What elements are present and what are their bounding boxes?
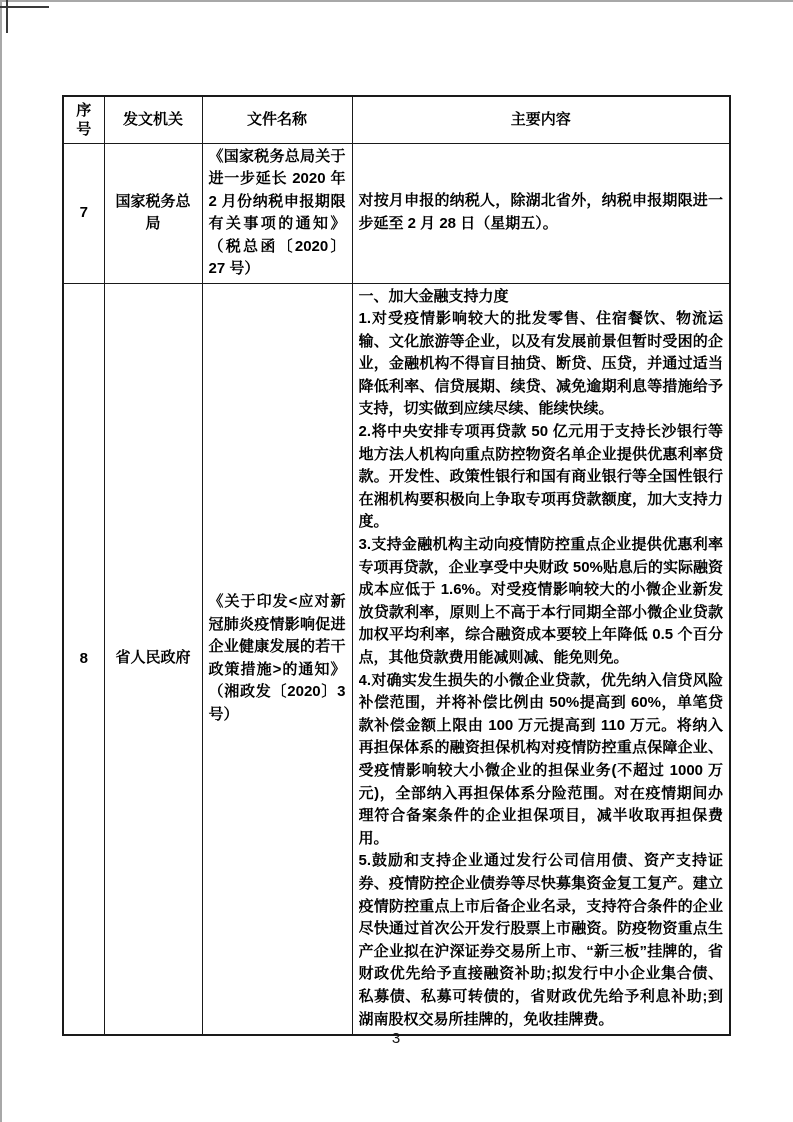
header-index: 序号 [63, 96, 104, 143]
row8-doc-name: 《关于印发<应对新冠肺炎疫情影响促进企业健康发展的若干政策措施>的通知》（湘政发〔2020〕3 号） [202, 283, 352, 1035]
row7-main-content [352, 143, 730, 283]
header-doc-name: 文件名称 [202, 96, 352, 143]
documents-table [62, 95, 731, 1036]
content-paragraph: 2.将中央安排专项再贷款 50 亿元用于支持长沙银行等地方法人机构向重点防控物资名单企业提供优惠利率贷款。开发性、政策性银行和国有商业银行等全国性银行在湘机构要积极向上争取专项再贷款额度，加大支持力度。 [358, 423, 723, 531]
header-main-content: 主要内容 [352, 96, 730, 143]
corner-mark-vertical [6, 0, 8, 33]
content-paragraph: 对按月申报的纳税人，除湖北省外，纳税申报期限进一步延至 2 月 28 日（星期五）。 [358, 192, 723, 232]
page-number: 3 [391, 1030, 401, 1047]
row8-main-content [352, 283, 730, 1035]
header-agency: 发文机关 [104, 96, 202, 143]
row8-agency: 省人民政府 [104, 283, 202, 1035]
content-paragraph: 1.对受疫情影响较大的批发零售、住宿餐饮、物流运输、文化旅游等企业，以及有发展前景但暂时受困的企业，金融机构不得盲目抽贷、断贷、压贷，并通过适当降低利率、信贷展期、续贷、减免逾期利息等措施给予支持，切实做到应续尽续、能续快续。 [358, 310, 723, 418]
row7-index: 7 [63, 143, 104, 283]
page-left-edge-line [0, 0, 2, 1122]
content-paragraph: 3.支持金融机构主动向疫情防控重点企业提供优惠利率专项再贷款，企业享受中央财政 50%贴息后的实际融资成本应低于 1.6%。对受疫情影响较大的小微企业新发放贷款利率，原则上不高于本行同期全部小微企业贷款加权平均利率，综合融资成本要较上年降低 0.5 个百分点，其他贷款费用能减则减、能免则免。 [358, 536, 723, 666]
table-header-row [63, 96, 730, 143]
row7-agency: 国家税务总局 [104, 143, 202, 283]
table-row [63, 283, 730, 1035]
content-paragraph: 4.对确实发生损失的小微企业贷款，优先纳入信贷风险补偿范围，并将补偿比例由 50%提高到 60%，单笔贷款补偿金额上限由 100 万元提高到 110 万元。将纳入再担保体系的融资担保机构对疫情防控重点保障企业、受疫情影响较大小微企业的担保业务(不超过 1000 万元)，全部纳入再担保体系分险范围。对在疫情期间办理符合备案条件的企业担保项目，减半收取再担保费用。 [358, 671, 723, 847]
corner-mark-horizontal [0, 6, 49, 8]
row8-content-clip [359, 286, 724, 1032]
table-row [63, 143, 730, 283]
row8-index: 8 [63, 283, 104, 1035]
content-paragraph: 一、加大金融支持力度 [358, 287, 509, 305]
page-top-edge-line [0, 0, 793, 2]
content-paragraph: 5.鼓励和支持企业通过发行公司信用债、资产支持证券、疫情防控企业债券等尽快募集资金复工复产。建立疫情防控重点上市后备企业名录，支持符合条件的企业尽快通过首次公开发行股票上市融资。防疫物资重点生产企业拟在沪深证券交易所上市、“新三板”挂牌的，省财政优先给予直接融资补助;拟发行中小企业集合债、私募债、私募可转债的，省财政优先给予利息补助;到湖南股权交易所挂牌的，免收挂牌费。 [358, 852, 723, 1028]
row7-doc-name: 《国家税务总局关于进一步延长 2020 年 2 月份纳税申报期限有关事项的通知》（税总函〔2020〕27 号） [202, 143, 352, 283]
